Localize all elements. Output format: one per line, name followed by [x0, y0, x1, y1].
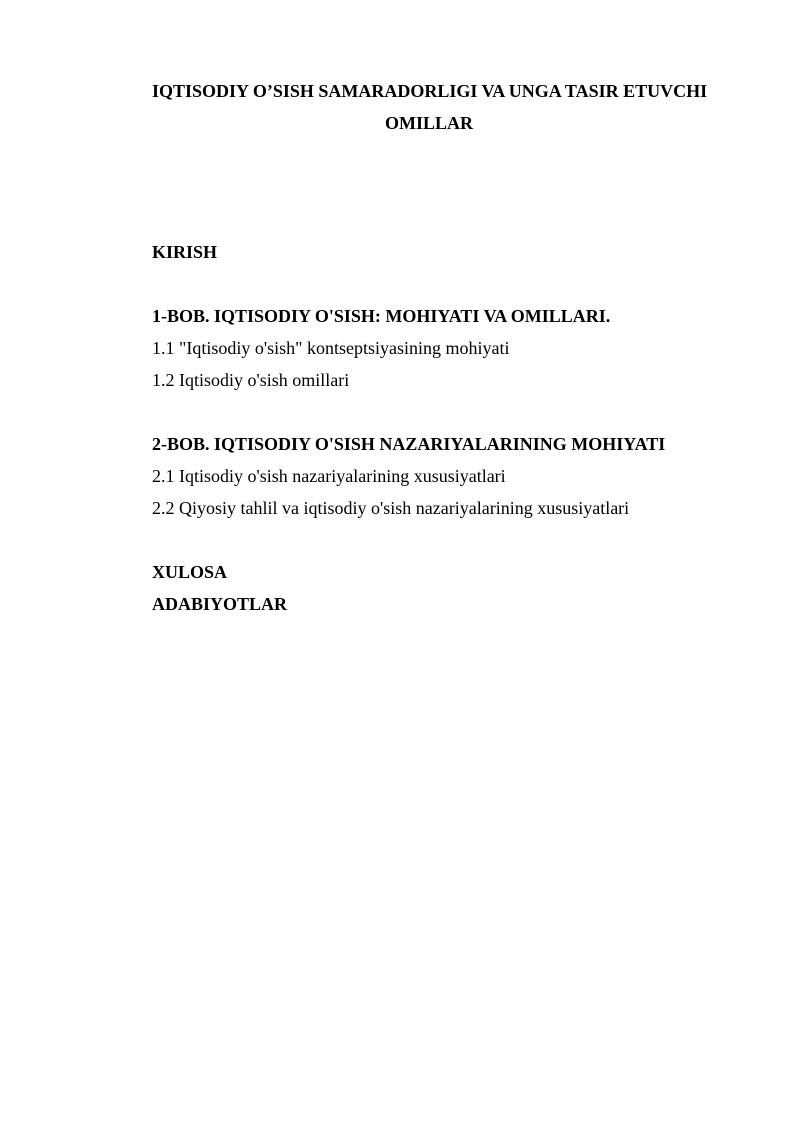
- toc-chapter-2-heading: 2-BOB. IQTISODIY O'SISH NAZARIYALARINING MOHIYATI: [152, 434, 666, 454]
- toc-spacer: [152, 268, 772, 300]
- table-of-contents: [152, 236, 772, 620]
- toc-spacer: [152, 524, 772, 556]
- toc-conclusion: XULOSA: [152, 562, 228, 582]
- toc-intro: KIRISH: [152, 242, 218, 262]
- toc-references: ADABIYOTLAR: [152, 594, 288, 614]
- title-line-2: OMILLAR: [384, 113, 473, 133]
- toc-spacer: [152, 396, 772, 428]
- toc-item-1-1: 1.1 "Iqtisodiy o'sish" kontseptsiyasining mohiyati: [152, 338, 510, 358]
- document-title: [152, 75, 752, 139]
- toc-item-2-1: 2.1 Iqtisodiy o'sish nazariyalarining xususiyatlari: [152, 466, 506, 486]
- toc-item-1-2: 1.2 Iqtisodiy o'sish omillari: [152, 370, 350, 390]
- toc-item-2-2: 2.2 Qiyosiy tahlil va iqtisodiy o'sish nazariyalarining xususiyatlari: [152, 498, 630, 518]
- title-line-1: IQTISODIY O’SISH SAMARADORLIGI VA UNGA TASIR ETUVCHI: [152, 81, 708, 101]
- toc-chapter-1-heading: 1-BOB. IQTISODIY O'SISH: MOHIYATI VA OMILLARI.: [152, 306, 611, 326]
